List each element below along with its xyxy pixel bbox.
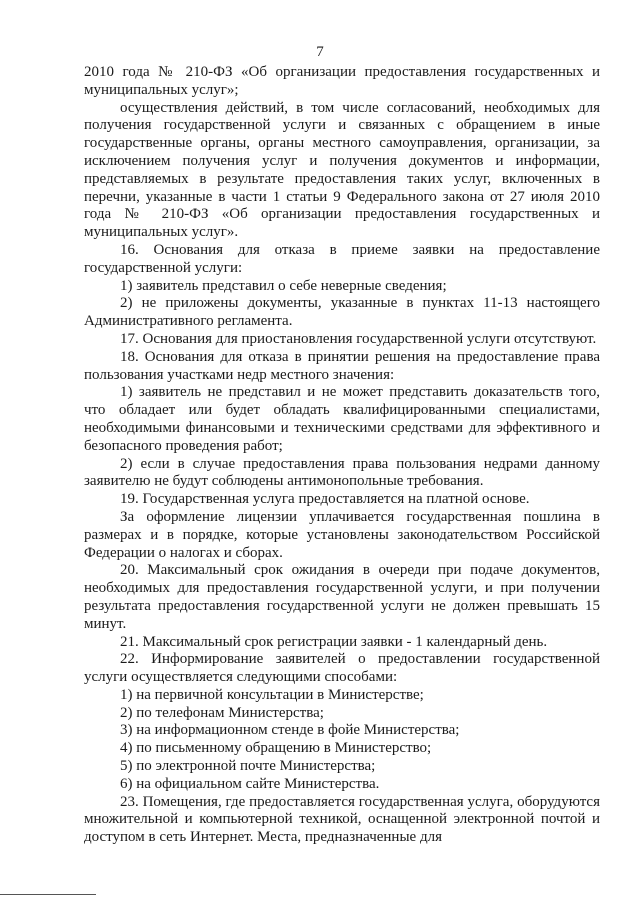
paragraph: 20. Максимальный срок ожидания в очереди при подаче документов, необходимых для предоставления государственной услуги, и при получении результата предоставления государственной услуги не должен превышать 15 минут. — [84, 562, 600, 632]
paragraph: 22. Информирование заявителей о предоставлении государственной услуги осуществляется следующими способами: — [84, 651, 600, 686]
page-number: 7 — [316, 44, 324, 60]
paragraph: осуществления действий, в том числе согласований, необходимых для получения государственной услуги и связанных с обращением в иные государственные органы, органы местного самоуправления, организации, за исключением получения услуг и получения документов и информации, представляемых в результате предоставления таких услуг, включенных в перечни, указанные в части 1 статьи 9 Федерального закона от 27 июля 2010 года № 210-ФЗ «Об организации предоставления государственных и муниципальных услуг». — [84, 99, 600, 241]
paragraph: 2) если в случае предоставления права пользования недрами данному заявителю не будут соблюдены антимонопольные требования. — [84, 455, 600, 490]
paragraph: 2) не приложены документы, указанные в пунктах 11-13 настоящего Административного регламента. — [84, 295, 600, 330]
paragraph: 1) на первичной консультации в Министерстве; — [120, 686, 424, 703]
paragraph: 17. Основания для приостановления государственной услуги отсутствуют. — [120, 330, 597, 347]
paragraph: 23. Помещения, где предоставляется государственная услуга, оборудуются множительной и компьютерной техникой, оснащенной электронной почтой и доступом в сеть Интернет. Места, предназначенные для — [84, 793, 600, 846]
paragraph: 2) по телефонам Министерства; — [120, 704, 324, 721]
document-body — [84, 64, 600, 847]
paragraph: 5) по электронной почте Министерства; — [120, 758, 376, 775]
paragraph: За оформление лицензии уплачивается государственная пошлина в размерах и в порядке, которые установлены законодательством Российской Федерации о налогах и сборах. — [84, 508, 600, 561]
paragraph: 1) заявитель не представил и не может представить доказательств того, что обладает или будет обладать квалифицированными специалистами, необходимыми финансовыми и техническими средствами для эффективного и безопасного проведения работ; — [84, 384, 600, 454]
paragraph: 6) на официальном сайте Министерства. — [120, 775, 380, 792]
paragraph: 18. Основания для отказа в принятии решения на предоставление права пользования участками недр местного значения: — [84, 348, 600, 383]
paragraph: 2010 года № 210-ФЗ «Об организации предоставления государственных и муниципальных услуг»; — [84, 64, 600, 98]
paragraph: 21. Максимальный срок регистрации заявки - 1 календарный день. — [120, 633, 548, 650]
page-edge-line — [0, 894, 96, 895]
paragraph: 19. Государственная услуга предоставляется на платной основе. — [120, 491, 530, 508]
paragraph: 3) на информационном стенде в фойе Министерства; — [120, 722, 460, 739]
paragraph: 16. Основания для отказа в приеме заявки на предоставление государственной услуги: — [84, 241, 600, 276]
paragraph: 1) заявитель представил о себе неверные сведения; — [120, 277, 447, 294]
paragraph: 4) по письменному обращению в Министерство; — [120, 740, 432, 757]
